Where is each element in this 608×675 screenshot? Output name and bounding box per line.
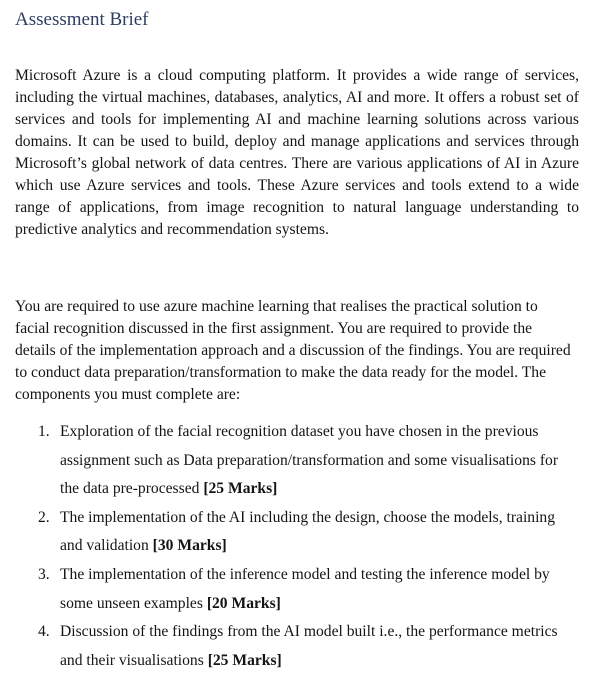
marks-label: [25 Marks] <box>203 480 278 498</box>
component-item-4 <box>15 618 579 675</box>
components-list <box>15 418 579 675</box>
component-text: Discussion of the findings from the AI model built i.e., the performance metrics and their visualisations <box>60 623 558 669</box>
list-number: 4. <box>38 623 50 641</box>
component-text: The implementation of the AI including the design, choose the models, training and validation <box>60 508 555 555</box>
list-number: 1. <box>38 423 50 440</box>
marks-label: [20 Marks] <box>206 594 281 612</box>
component-item-1 <box>15 418 579 504</box>
component-item-2 <box>15 504 579 561</box>
requirements-paragraph: You are required to use azure machine learning that realises the practical solution to facial recognition discussed in the first assignment. You are required to provide the details of the implementation approach and a discussion of the findings. You are required to conduct data preparation/transformation to make the data ready for the model. The components you must complete are: <box>15 298 571 403</box>
list-number: 2. <box>38 508 50 526</box>
marks-label: [25 Marks] <box>207 651 282 669</box>
intro-paragraph: Microsoft Azure is a cloud computing platform. It provides a wide range of services, including the virtual machines, databases, analytics, AI and more. It offers a robust set of services and tools for implementing AI and machine learning solutions across various domains. It can be used to build, deploy and manage applications and services through Microsoft’s global network of data centres. There are various applications of AI in Azure which use Azure services and tools. These Azure services and tools extend to a wide range of applications, from image recognition to natural language understanding to predictive analytics and recommendation systems. <box>15 67 579 238</box>
component-text: The implementation of the inference model and testing the inference model by some unseen examples <box>60 565 550 612</box>
page-title: Assessment Brief <box>15 9 149 30</box>
list-number: 3. <box>38 565 50 583</box>
marks-label: [30 Marks] <box>152 537 227 555</box>
component-text: Exploration of the facial recognition dataset you have chosen in the previous assignment such as Data preparation/transformation and some visualisations for the data pre-processed <box>60 423 559 498</box>
component-item-3 <box>15 561 579 618</box>
